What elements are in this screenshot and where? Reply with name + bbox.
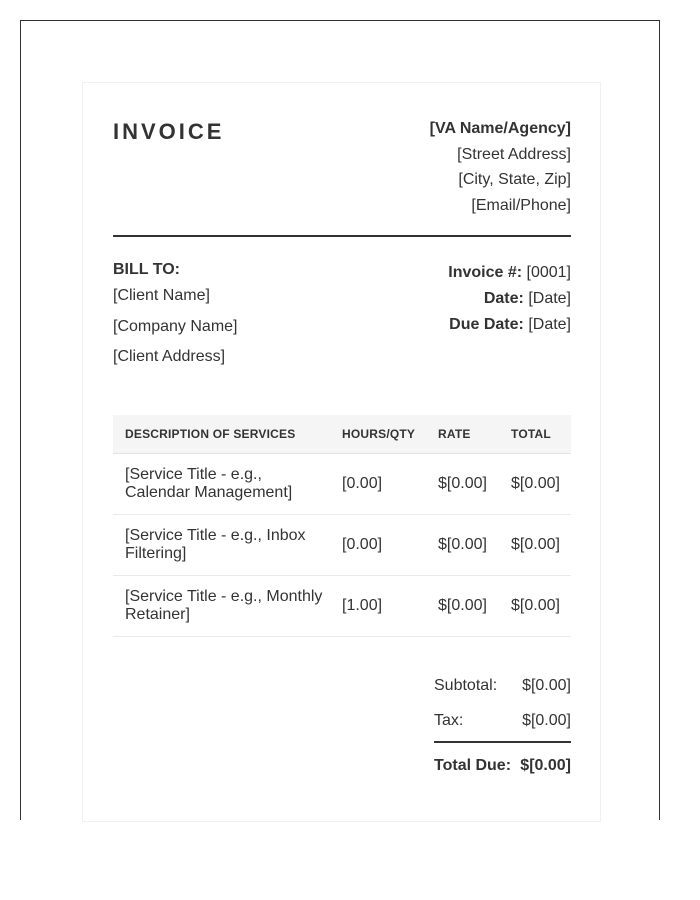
column-header-rate: RATE [426,415,499,454]
table-row [113,576,571,637]
bill-to-label: BILL TO: [113,261,180,278]
service-qty: [0.00] [330,454,426,515]
table-row [113,515,571,576]
due-date-label: Due Date: [449,316,524,333]
due-date-row [448,312,571,338]
service-total: $[0.00] [499,515,571,576]
total-due-label: Total Due: [434,757,512,774]
total-due-row [434,753,571,779]
service-total: $[0.00] [499,576,571,637]
header-divider [113,235,571,237]
document-frame [20,20,660,820]
date-row [448,286,571,312]
tax-value: $[0.00] [522,712,571,729]
invoice-number-label: Invoice #: [448,264,523,281]
subtotal-row [434,673,571,708]
subtotal-label: Subtotal: [434,677,498,694]
service-description: [Service Title - e.g., Monthly Retainer] [113,576,330,637]
service-rate: $[0.00] [426,515,499,576]
service-rate: $[0.00] [426,454,499,515]
company-name: [Company Name] [113,317,238,335]
date-value: [Date] [528,290,571,307]
service-rate: $[0.00] [426,576,499,637]
table-row [113,454,571,515]
bill-to-block [113,260,238,378]
agency-city: [City, State, Zip] [458,171,571,188]
total-due-value: $[0.00] [520,757,571,774]
invoice-number-value: [0001] [526,264,571,281]
column-header-total: TOTAL [499,415,571,454]
client-address: [Client Address] [113,348,226,365]
tax-row [434,708,571,743]
services-table [113,415,571,637]
date-label: Date: [483,290,524,307]
agency-block [430,116,571,218]
invoice-page [82,82,601,822]
service-total: $[0.00] [499,454,571,515]
invoice-title: INVOICE [113,119,225,144]
service-description: [Service Title - e.g., Calendar Management] [113,454,330,515]
table-header-row [113,415,571,454]
subtotal-value: $[0.00] [522,677,571,694]
service-qty: [1.00] [330,576,426,637]
service-description: [Service Title - e.g., Inbox Filtering] [113,515,330,576]
invoice-number-row [448,260,571,286]
tax-label: Tax: [434,712,464,729]
due-date-value: [Date] [528,316,571,333]
agency-contact: [Email/Phone] [471,196,571,214]
column-header-description: DESCRIPTION OF SERVICES [113,415,330,454]
service-qty: [0.00] [330,515,426,576]
invoice-meta [448,260,571,338]
column-header-hours: HOURS/QTY [330,415,426,454]
agency-street: [Street Address] [457,145,571,163]
totals-block [434,673,571,779]
agency-name: [VA Name/Agency] [429,120,571,137]
client-name: [Client Name] [113,287,210,304]
